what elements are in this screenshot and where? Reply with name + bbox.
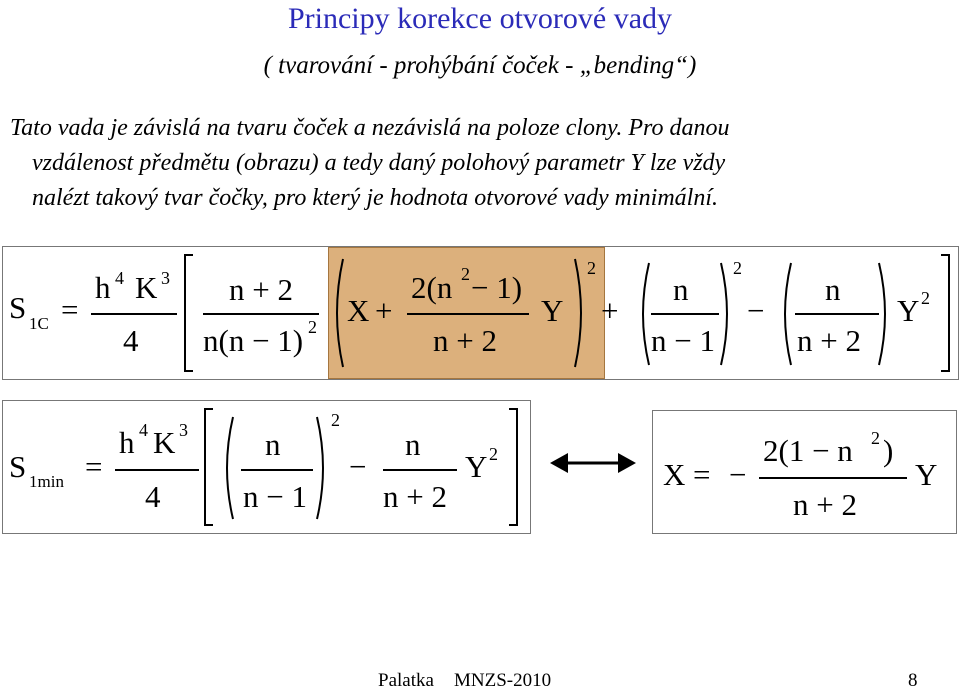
right-paren: [877, 261, 891, 367]
fraction-3-numerator: n: [673, 272, 689, 307]
x-denominator: n + 2: [793, 487, 857, 522]
paragraph-line-2: vzdálenost předmětu (obrazu) a tedy daný polohový parametr Y lze vždy: [32, 150, 726, 176]
subscript-1c: 1C: [29, 314, 49, 333]
s-symbol: S: [9, 449, 27, 484]
right-paren: [315, 415, 329, 521]
double-arrow-icon: [550, 452, 636, 474]
right-paren: [573, 257, 587, 369]
power-4: 4: [139, 420, 148, 440]
right-square-bracket: [939, 253, 951, 373]
y-symbol-inner: Y: [541, 293, 564, 328]
x-numerator-close: ): [883, 433, 894, 468]
paragraph-line-1: Tato vada je závislá na tvaru čoček a nezávislá na poloze clony. Pro danou: [10, 115, 730, 141]
k-symbol: K: [135, 270, 158, 305]
plus-inner: +: [375, 293, 393, 328]
left-paren: [221, 415, 235, 521]
power-4: 4: [115, 268, 124, 288]
equation-x-panel: [652, 410, 957, 534]
left-square-bracket: [203, 407, 215, 527]
power-2: 2: [489, 444, 498, 464]
left-paren: [637, 261, 651, 367]
minus-sign: −: [729, 457, 747, 492]
fraction-bar-2: [407, 313, 529, 315]
equation-s1min-panel: [2, 400, 531, 534]
subscript-1min: 1min: [29, 472, 64, 491]
fraction-b-denominator: n + 2: [383, 479, 447, 514]
fraction-2-numerator-rest: − 1): [471, 270, 523, 305]
fraction-bar-a: [241, 469, 313, 471]
equation-s1c-panel: [2, 246, 959, 380]
slide-title: Principy korekce otvorové vady: [287, 2, 673, 35]
denominator-4: 4: [123, 323, 139, 358]
power-2: 2: [921, 288, 930, 308]
power-2: 2: [871, 428, 880, 448]
equals-sign: =: [693, 457, 711, 492]
slide-subtitle: ( tvarování - prohýbání čoček - „bending“): [263, 52, 697, 79]
s-symbol: S: [9, 290, 27, 325]
power-2: 2: [461, 264, 470, 284]
left-paren: [779, 261, 793, 367]
denominator-4: 4: [145, 479, 161, 514]
fraction-bar-b: [383, 469, 457, 471]
power-2: 2: [308, 317, 317, 337]
plus-sign: +: [601, 293, 619, 328]
minus-sign: −: [349, 449, 367, 484]
footer-author: Palatka: [378, 670, 434, 691]
power-2: 2: [331, 410, 340, 430]
fraction-2-denominator: n + 2: [433, 323, 497, 358]
fraction-bar-1: [203, 313, 319, 315]
page-number: 8: [908, 670, 918, 691]
fraction-4-numerator: n: [825, 272, 841, 307]
fraction-1-numerator: n + 2: [229, 272, 293, 307]
x-numerator: 2(1 − n: [763, 433, 853, 468]
power-3: 3: [161, 268, 170, 288]
fraction-bar-x: [759, 477, 907, 479]
fraction-a-denominator: n − 1: [243, 479, 307, 514]
footer-event: MNZS-2010: [454, 670, 552, 691]
h-symbol: h: [95, 270, 111, 305]
right-paren: [719, 261, 733, 367]
left-square-bracket: [183, 253, 195, 373]
h-symbol: h: [119, 425, 135, 460]
fraction-b-numerator: n: [405, 427, 421, 462]
right-square-bracket: [507, 407, 519, 527]
fraction-2-numerator: 2(n: [411, 270, 453, 305]
y-symbol: Y: [465, 449, 488, 484]
power-3: 3: [179, 420, 188, 440]
fraction-1-denominator: n(n − 1): [203, 323, 304, 358]
paragraph-line-3: nalézt takový tvar čočky, pro který je hodnota otvorové vady minimální.: [32, 185, 719, 211]
fraction-4-denominator: n + 2: [797, 323, 861, 358]
fraction-bar-4: [795, 313, 879, 315]
y-symbol: Y: [897, 293, 920, 328]
x-symbol: X: [663, 457, 686, 492]
y-symbol: Y: [915, 457, 938, 492]
k-symbol: K: [153, 425, 176, 460]
power-2: 2: [587, 258, 596, 278]
fraction-bar-3: [651, 313, 719, 315]
fraction-bar-coefficient: [115, 469, 199, 471]
minus-sign: −: [747, 293, 765, 328]
power-2: 2: [733, 258, 742, 278]
fraction-a-numerator: n: [265, 427, 281, 462]
fraction-3-denominator: n − 1: [651, 323, 715, 358]
fraction-bar-coefficient: [91, 313, 177, 315]
equals-sign: =: [85, 449, 103, 484]
left-paren: [331, 257, 345, 369]
equals-sign: =: [61, 292, 79, 327]
x-symbol: X: [347, 293, 370, 328]
